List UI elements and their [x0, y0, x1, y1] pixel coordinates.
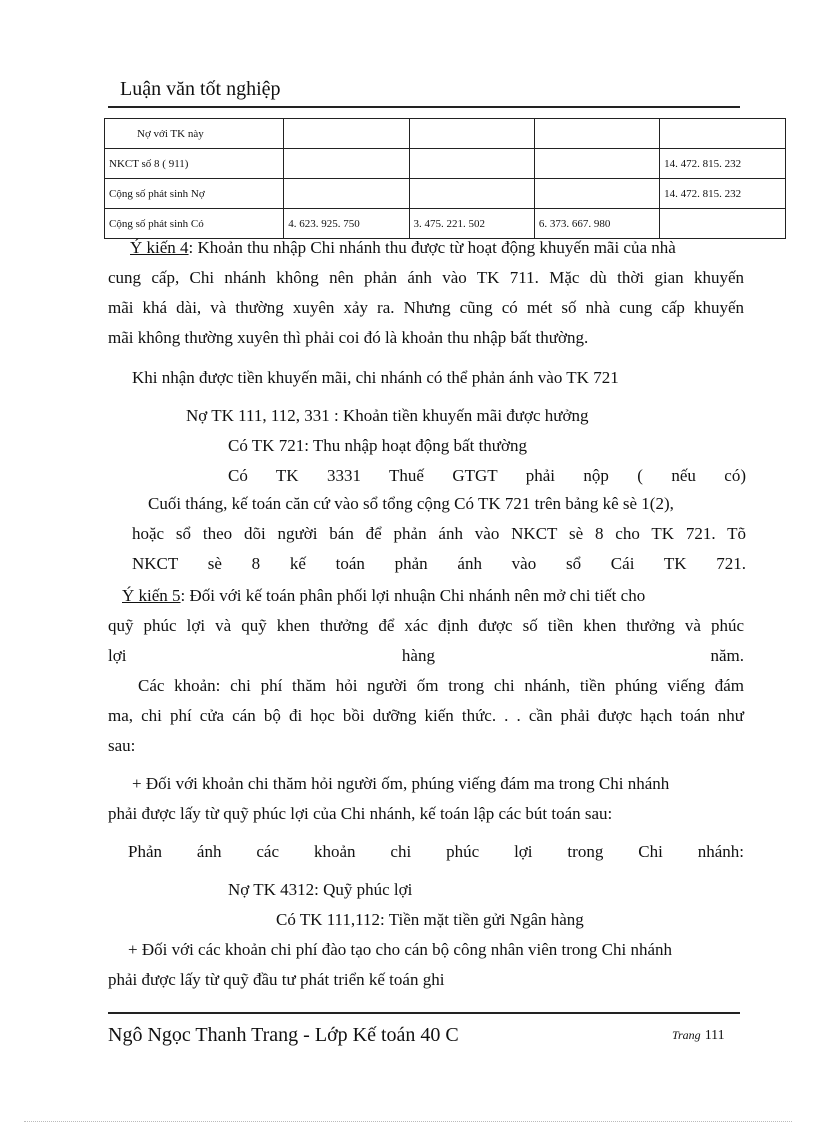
paragraph-line: Cuối tháng, kế toán căn cứ vào sổ tổng cộng Có TK 721 trên bảng kê sè 1(2), [148, 494, 674, 513]
table-cell [534, 179, 659, 209]
table-cell: Cộng số phát sinh Nợ [105, 179, 284, 209]
text: : Khoản thu nhập Chi nhánh thu được từ hoạt động khuyến mãi của nhà [188, 238, 676, 257]
paragraph-line: mãi khá dài, và thường xuyên xảy ra. Nhưng cũng có mét số nhà cung cấp khuyến [108, 298, 744, 317]
table-cell [284, 179, 409, 209]
table-cell [284, 149, 409, 179]
paragraph-line: lợi hàng năm. [108, 646, 744, 665]
table-row [105, 179, 786, 209]
table-cell [660, 119, 786, 149]
paragraph-line: mãi không thường xuyên thì phải coi đó là khoản thu nhập bất thường. [108, 328, 589, 347]
journal-entry: Nợ TK 111, 112, 331 : Khoản tiền khuyến mãi được hưởng [186, 406, 589, 425]
page-label: Trang [672, 1028, 701, 1042]
opinion-4-label: Ý kiến 4 [130, 238, 189, 257]
header-rule [108, 106, 740, 108]
page-number-value: 111 [704, 1028, 725, 1043]
ledger-table [104, 118, 786, 239]
page-number [672, 1028, 725, 1044]
header-title: Luận văn tốt nghiệp [120, 78, 281, 100]
table-cell [409, 149, 534, 179]
page-edge-divider [24, 1121, 792, 1122]
paragraph-line: + Đối với các khoản chi phí đào tạo cho cán bộ công nhân viên trong Chi nhánh [128, 940, 673, 959]
table-cell: 14. 472. 815. 232 [660, 179, 786, 209]
table-cell: NKCT số 8 ( 911) [105, 149, 284, 179]
paragraph-line [130, 238, 744, 258]
table-cell [534, 149, 659, 179]
table-cell: 6. 373. 667. 980 [534, 209, 659, 239]
opinion-5-label: Ý kiến 5 [122, 586, 181, 605]
table-row [105, 209, 786, 239]
paragraph-line: hoặc sổ theo dõi người bán để phản ánh vào NKCT sè 8 cho TK 721. Tõ [132, 524, 746, 543]
table-cell: 3. 475. 221. 502 [409, 209, 534, 239]
table-cell [409, 119, 534, 149]
paragraph-line: phải được lấy từ quỹ đầu tư phát triển kế toán ghi [108, 970, 445, 989]
journal-entry: Có TK 3331 Thuế GTGT phải nộp ( nếu có) [228, 466, 746, 485]
table-row [105, 119, 786, 149]
paragraph-line [122, 586, 746, 606]
paragraph-line: Phản ánh các khoản chi phúc lợi trong Chi nhánh: [128, 842, 744, 861]
table-cell [534, 119, 659, 149]
paragraph-line: sau: [108, 736, 136, 755]
footer-author: Ngô Ngọc Thanh Trang - Lớp Kế toán 40 C [108, 1024, 459, 1046]
footer-rule [108, 1012, 740, 1014]
journal-entry: Có TK 721: Thu nhập hoạt động bất thường [228, 436, 528, 455]
table-cell: 14. 472. 815. 232 [660, 149, 786, 179]
journal-entry: Có TK 111,112: Tiền mặt tiền gửi Ngân hàng [276, 910, 584, 929]
paragraph-line: + Đối với khoản chi thăm hỏi người ốm, phúng viếng đám ma trong Chi nhánh [132, 774, 670, 793]
table-row [105, 149, 786, 179]
journal-entry: Nợ TK 4312: Quỹ phúc lợi [228, 880, 413, 899]
paragraph-line: ma, chi phí cửa cán bộ đi học bồi dưỡng kiến thức. . . cần phải được hạch toán như [108, 706, 744, 725]
paragraph-line: phải được lấy từ quỹ phúc lợi của Chi nhánh, kế toán lập các bút toán sau: [108, 804, 613, 823]
text: : Đối với kế toán phân phối lợi nhuận Chi nhánh nên mở chi tiết cho [180, 586, 646, 605]
table-cell: Nợ với TK này [105, 119, 284, 149]
table-cell: 4. 623. 925. 750 [284, 209, 409, 239]
paragraph-line: quỹ phúc lợi và quỹ khen thưởng để xác định được số tiền khen thưởng và phúc [108, 616, 744, 635]
paragraph-line: NKCT sè 8 kế toán phản ánh vào sổ Cái TK 721. [132, 554, 746, 573]
paragraph-line: Các khoản: chi phí thăm hỏi người ốm trong chi nhánh, tiền phúng viếng đám [138, 676, 744, 695]
paragraph-line: cung cấp, Chi nhánh không nên phản ánh vào TK 711. Mặc dù thời gian khuyến [108, 268, 744, 287]
table-cell [409, 179, 534, 209]
table-cell [284, 119, 409, 149]
paragraph-line: Khi nhận được tiền khuyến mãi, chi nhánh có thể phản ánh vào TK 721 [132, 368, 619, 387]
table-cell: Cộng số phát sinh Có [105, 209, 284, 239]
table-cell [660, 209, 786, 239]
